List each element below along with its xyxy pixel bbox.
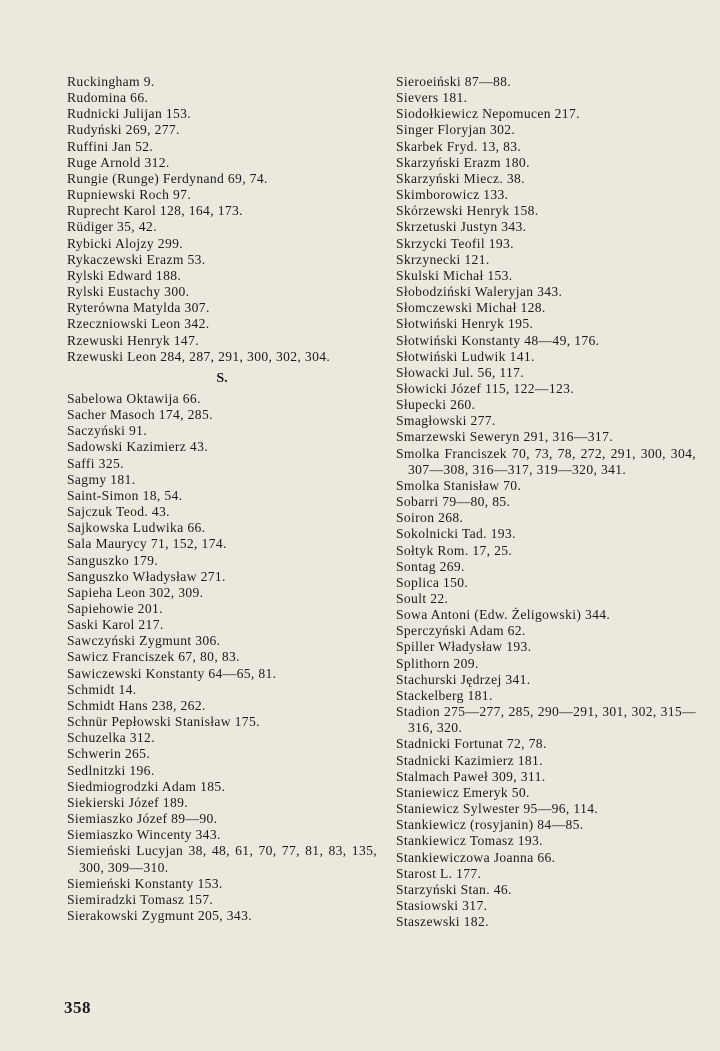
index-entry: Słotwiński Konstanty 48—49, 176. — [396, 332, 600, 348]
index-entry: Stachurski Jędrzej 341. — [396, 671, 531, 687]
index-entry: Sanguszko Władysław 271. — [67, 568, 226, 584]
index-entry: Sabelowa Oktawija 66. — [67, 390, 201, 406]
index-entry: Sacher Masoch 174, 285. — [67, 407, 213, 423]
index-entry: Sierakowski Zygmunt 205, 343. — [67, 907, 252, 923]
index-entry: Sajczuk Teod. 43. — [67, 504, 170, 520]
index-entry: Sala Maurycy 71, 152, 174. — [67, 536, 227, 552]
index-entry: Sieroeiński 87—88. — [396, 74, 512, 89]
index-entry: Rungie (Runge) Ferdynand 69, 74. — [67, 170, 268, 186]
index-entry: Rylski Edward 188. — [67, 267, 182, 283]
index-entry: Ruprecht Karol 128, 164, 173. — [67, 203, 243, 219]
index-entry: Stadnicki Kazimierz 181. — [396, 752, 543, 768]
index-entry: Rudomina 66. — [67, 90, 149, 106]
index-entry: Słowacki Jul. 56, 117. — [396, 364, 525, 380]
index-entry: Saint-Simon 18, 54. — [67, 487, 183, 503]
left-column — [67, 74, 377, 924]
right-column — [396, 74, 696, 930]
index-entry: Staniewicz Emeryk 50. — [396, 784, 530, 800]
index-entry: Smarzewski Seweryn 291, 316—317. — [396, 429, 613, 445]
index-entry: Skimborowicz 133. — [396, 187, 509, 203]
index-entry: Rupniewski Roch 97. — [67, 187, 192, 203]
index-entry: Rzewuski Leon 284, 287, 291, 300, 302, 304. — [67, 348, 331, 364]
index-entry: Splithorn 209. — [396, 655, 479, 671]
index-entry: Singer Floryjan 302. — [396, 122, 516, 138]
index-entry: Sperczyński Adam 62. — [396, 623, 526, 639]
index-entry: Saczyński 91. — [67, 423, 148, 439]
index-entry: Sawczyński Zygmunt 306. — [67, 633, 221, 649]
index-entry: Słobodziński Waleryjan 343. — [396, 284, 563, 300]
index-entry: Sawicz Franciszek 67, 80, 83. — [67, 649, 240, 665]
index-entry: Skrzetuski Justyn 343. — [396, 219, 527, 235]
index-entry: Stankiewiczowa Joanna 66. — [396, 849, 556, 865]
index-entry: Sadowski Kazimierz 43. — [67, 439, 208, 455]
index-entry: Siedmiogrodzki Adam 185. — [67, 778, 226, 794]
index-entry: Schuzelka 312. — [67, 730, 155, 746]
index-entry: Rybicki Alojzy 299. — [67, 235, 183, 251]
index-entry: Siodołkiewicz Nepomucen 217. — [396, 106, 580, 122]
index-entry: Rylski Eustachy 300. — [67, 284, 190, 300]
index-entry: Ruge Arnold 312. — [67, 154, 170, 170]
index-entry: Sievers 181. — [396, 90, 468, 106]
index-entry: Stalmach Paweł 309, 311. — [396, 768, 546, 784]
index-entry: Sawiczewski Konstanty 64—65, 81. — [67, 665, 277, 681]
index-entry: Skulski Michał 153. — [396, 267, 513, 283]
index-entry: Sanguszko 179. — [67, 552, 158, 568]
entries-r-list — [67, 74, 377, 365]
index-entry: Stackelberg 181. — [396, 687, 493, 703]
index-entry: Schmidt Hans 238, 262. — [67, 697, 206, 713]
entries-s-list — [67, 391, 377, 924]
index-entry: Smagłowski 277. — [396, 413, 496, 429]
index-entry: Ruffini Jan 52. — [67, 138, 154, 154]
index-entry: Spiller Władysław 193. — [396, 639, 532, 655]
index-entry: Siemiaszko Wincenty 343. — [67, 827, 221, 843]
index-entry: Smolka Stanisław 70. — [396, 477, 522, 493]
index-entry: Stankiewicz (rosyjanin) 84—85. — [396, 817, 584, 833]
index-entry: Siekierski Józef 189. — [67, 794, 188, 810]
index-entry: Smolka Franciszek 70, 73, 78, 272, 291, 300, 304, 307—308, 316—317, 319—320, 341. — [396, 445, 696, 477]
index-entry: Stadion 275—277, 285, 290—291, 301, 302, 315—316, 320. — [396, 704, 696, 736]
index-entry: Słupecki 260. — [396, 397, 476, 413]
index-entry: Skarzyński Miecz. 38. — [396, 170, 525, 186]
entries-list — [396, 74, 696, 930]
index-entry: Rykaczewski Erazm 53. — [67, 251, 206, 267]
index-entry: Siemieński Konstanty 153. — [67, 875, 223, 891]
index-entry: Sagmy 181. — [67, 471, 136, 487]
index-entry: Skrzynecki 121. — [396, 251, 490, 267]
index-entry: Soult 22. — [396, 591, 449, 606]
index-entry: Saski Karol 217. — [67, 617, 164, 633]
index-entry: Schwerin 265. — [67, 746, 151, 762]
index-entry: Słowicki Józef 115, 122—123. — [396, 380, 575, 396]
index-entry: Sontag 269. — [396, 558, 465, 574]
page-number: 358 — [64, 998, 91, 1017]
index-entry: Siemieński Lucyjan 38, 48, 61, 70, 77, 81, 83, 135, 300, 309—310. — [67, 843, 377, 875]
index-entry: Skórzewski Henryk 158. — [396, 203, 539, 219]
index-entry: Schmidt 14. — [67, 681, 137, 697]
index-entry: Sokolnicki Tad. 193. — [396, 526, 516, 542]
index-entry: Starost L. 177. — [396, 865, 482, 881]
index-entry: Saffi 325. — [67, 455, 124, 471]
index-entry: Rudyński 269, 277. — [67, 122, 180, 138]
index-entry: Stankiewicz Tomasz 193. — [396, 833, 543, 849]
index-entry: Rudnicki Julijan 153. — [67, 106, 192, 122]
index-entry: Sowa Antoni (Edw. Żeligowski) 344. — [396, 607, 611, 623]
index-entry: Rüdiger 35, 42. — [67, 219, 157, 235]
index-entry: Stadnicki Fortunat 72, 78. — [396, 736, 547, 752]
index-entry: Ryterówna Matylda 307. — [67, 300, 210, 316]
index-entry: Rzewuski Henryk 147. — [67, 332, 199, 348]
index-entry: Ruckingham 9. — [67, 74, 155, 89]
index-entry: Soplica 150. — [396, 574, 469, 590]
section-heading-s: S. — [216, 370, 228, 386]
index-entry: Schnür Pepłowski Stanisław 175. — [67, 714, 260, 730]
index-entry: Siemiradzki Tomasz 157. — [67, 891, 214, 907]
index-entry: Sobarri 79—80, 85. — [396, 494, 511, 510]
index-entry: Słotwiński Ludwik 141. — [396, 348, 535, 364]
index-entry: Skarzyński Erazm 180. — [396, 154, 530, 170]
index-entry: Stasiowski 317. — [396, 897, 488, 913]
index-entry: Sapieha Leon 302, 309. — [67, 584, 204, 600]
index-entry: Sedlnitzki 196. — [67, 762, 155, 778]
index-entry: Siemiaszko Józef 89—90. — [67, 811, 218, 827]
index-entry: Skarbek Fryd. 13, 83. — [396, 138, 522, 154]
index-entry: Staniewicz Sylwester 95—96, 114. — [396, 801, 599, 817]
index-entry: Sapiehowie 201. — [67, 601, 163, 616]
index-entry: Sajkowska Ludwika 66. — [67, 520, 206, 536]
index-entry: Słomczewski Michał 128. — [396, 300, 546, 316]
index-entry: Soiron 268. — [396, 510, 464, 526]
index-entry: Rzeczniowski Leon 342. — [67, 316, 210, 332]
index-entry: Starzyński Stan. 46. — [396, 881, 512, 897]
index-entry: Słotwiński Henryk 195. — [396, 316, 534, 332]
index-entry: Skrzycki Teofil 193. — [396, 235, 514, 251]
index-entry: Staszewski 182. — [396, 914, 489, 930]
index-entry: Sołtyk Rom. 17, 25. — [396, 542, 513, 558]
